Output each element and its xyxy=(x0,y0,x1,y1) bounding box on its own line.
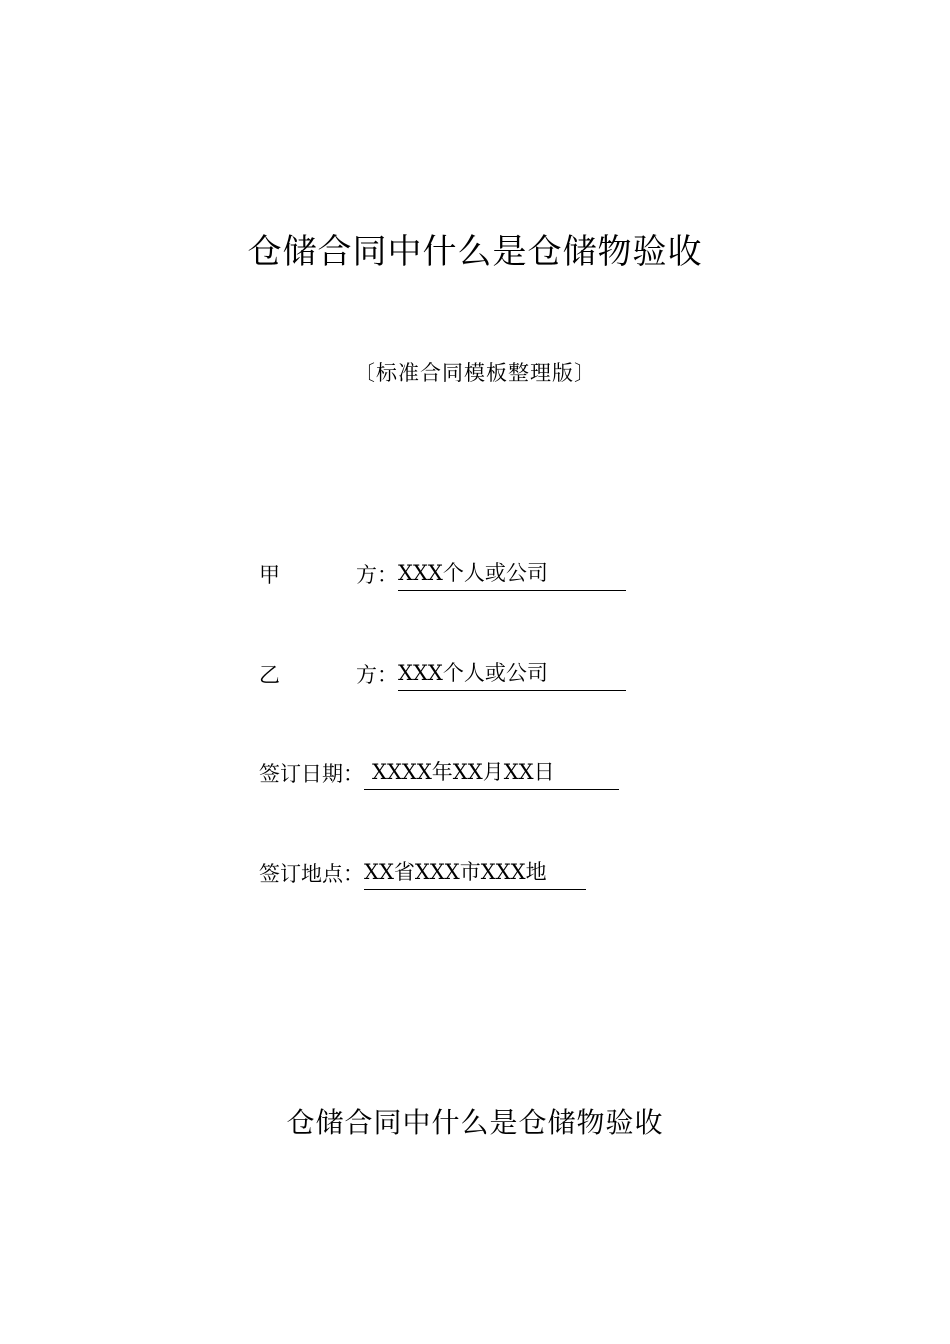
party-b-field xyxy=(259,657,626,693)
sign-date-label: 签订日期 xyxy=(259,762,343,786)
footer-title: 仓储合同中什么是仓储物验收 xyxy=(286,1106,664,1139)
party-a-label xyxy=(259,557,377,593)
sign-place-field xyxy=(259,856,586,892)
party-a-label-first: 甲 xyxy=(259,563,280,587)
sign-date-colon: ： xyxy=(343,762,364,786)
party-b-label-second: 方 xyxy=(356,663,377,687)
sign-place-colon: ： xyxy=(343,862,364,886)
party-a-colon: ： xyxy=(377,563,398,587)
party-b-label xyxy=(259,657,377,693)
party-b-colon: ： xyxy=(377,663,398,687)
party-a-field xyxy=(259,557,626,593)
sign-date-field xyxy=(259,756,619,792)
sign-date-value: XXXX年XX月XX日 xyxy=(364,756,619,790)
party-a-value: XXX个人或公司 xyxy=(398,557,626,591)
sign-place-label: 签订地点 xyxy=(259,862,343,886)
document-title: 仓储合同中什么是仓储物验收 xyxy=(247,232,703,272)
party-a-label-second: 方 xyxy=(356,563,377,587)
document-subtitle: 〔标准合同模板整理版〕 xyxy=(354,361,596,385)
party-b-value: XXX个人或公司 xyxy=(398,657,626,691)
party-b-label-first: 乙 xyxy=(259,663,280,687)
sign-place-value: XX省XXX市XXX地 xyxy=(364,856,586,890)
